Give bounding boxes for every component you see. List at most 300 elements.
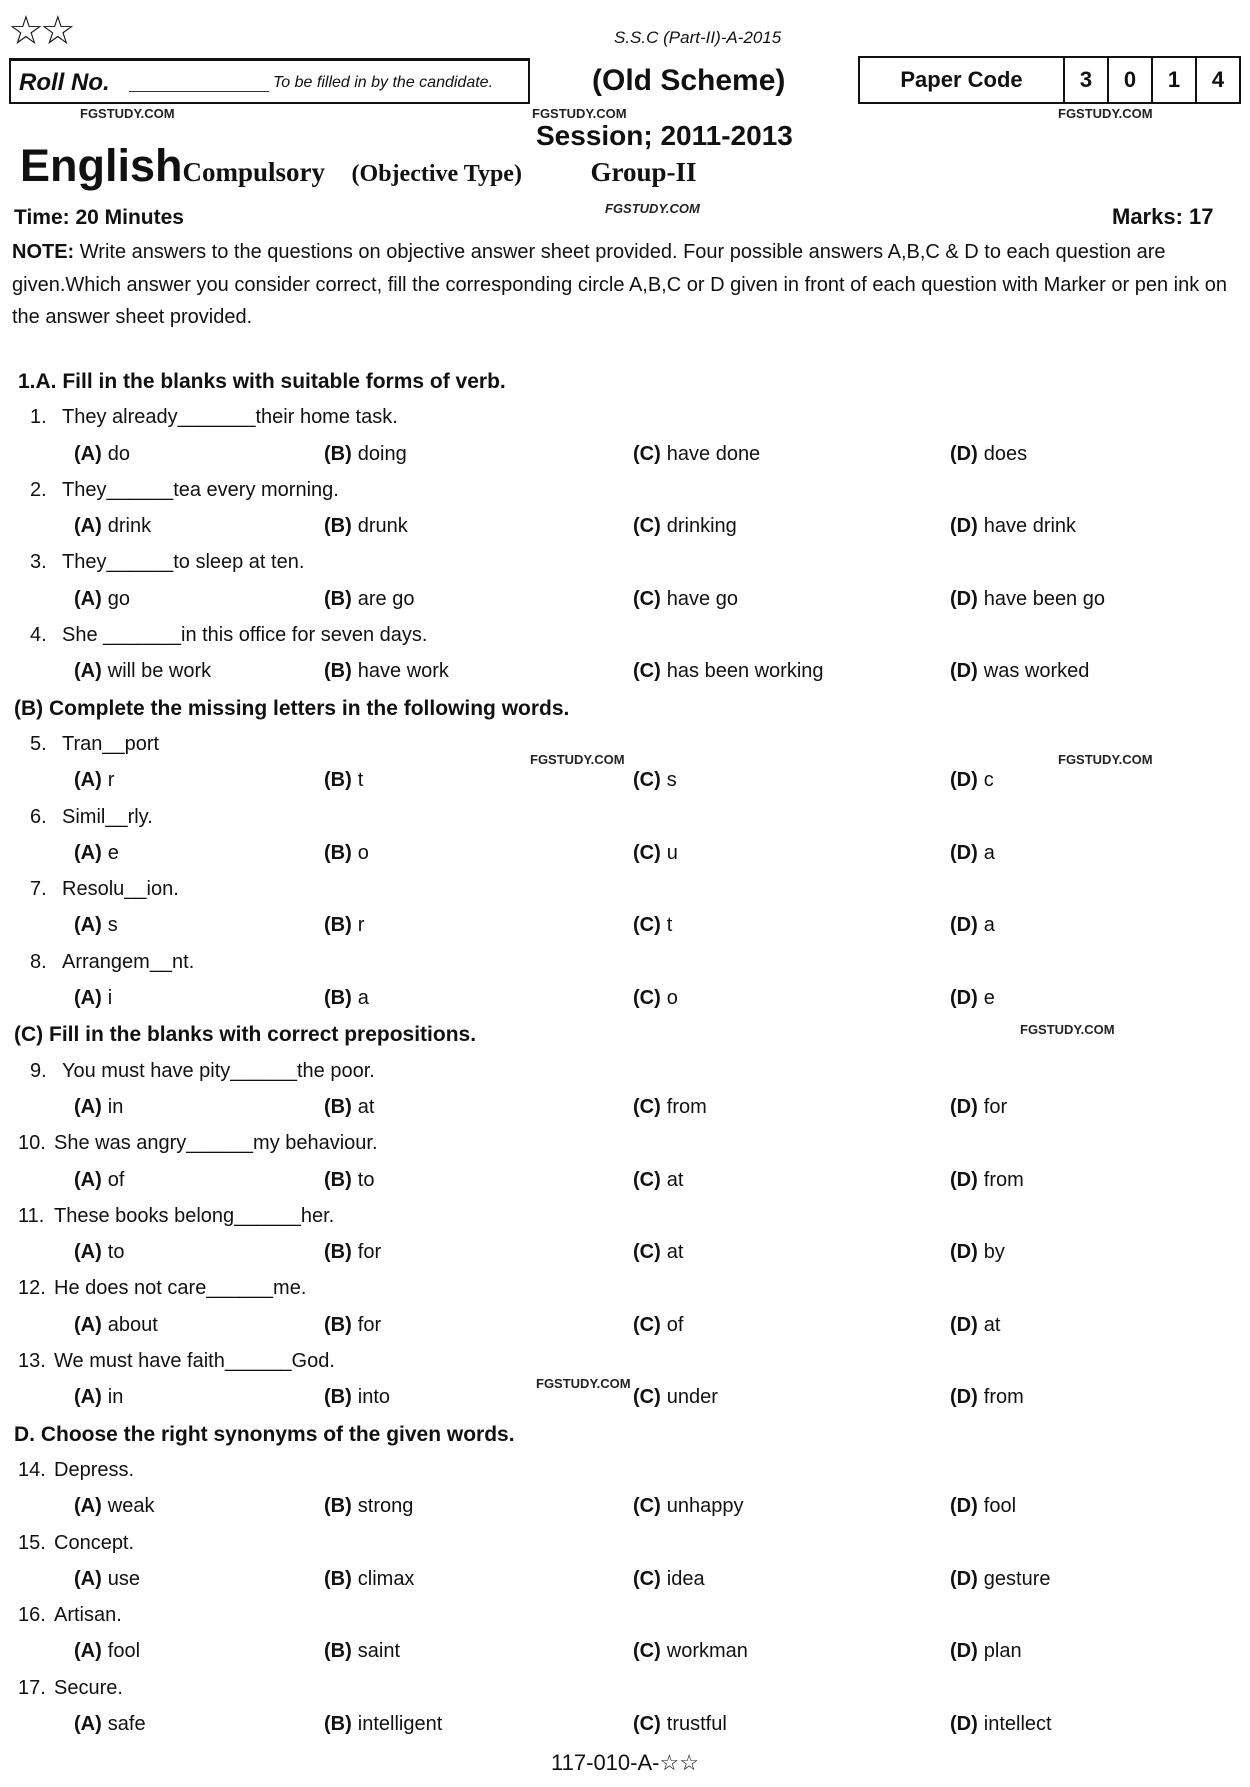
option-text: t bbox=[666, 914, 673, 937]
question-row bbox=[0, 1054, 1250, 1090]
question-number: 11. bbox=[18, 1204, 45, 1227]
option-text: have been go bbox=[983, 587, 1105, 610]
option-c[interactable] bbox=[633, 769, 677, 792]
option-text: saint bbox=[357, 1640, 401, 1663]
option-text: in bbox=[107, 1095, 124, 1118]
option-letter: (A) bbox=[74, 1313, 102, 1336]
option-a[interactable] bbox=[74, 1169, 124, 1192]
option-letter: (A) bbox=[74, 442, 102, 465]
session: Session; 2011-2013 bbox=[536, 120, 793, 151]
watermark: FGSTUDY.COM bbox=[80, 106, 175, 121]
option-b[interactable] bbox=[324, 1495, 413, 1518]
option-text: o bbox=[666, 987, 678, 1010]
option-text: from bbox=[983, 1168, 1024, 1191]
option-b[interactable] bbox=[324, 842, 369, 865]
option-a[interactable] bbox=[74, 515, 151, 538]
question-row bbox=[0, 1671, 1250, 1707]
paper-code-digit: 3 bbox=[1065, 58, 1109, 102]
question-row bbox=[0, 400, 1250, 436]
question-number: 16. bbox=[18, 1604, 46, 1627]
option-a[interactable] bbox=[74, 1314, 158, 1337]
watermark: FGSTUDY.COM bbox=[532, 106, 627, 121]
note-label: NOTE: bbox=[12, 241, 75, 263]
option-text: climax bbox=[357, 1567, 415, 1590]
option-c[interactable] bbox=[633, 1169, 683, 1192]
option-b[interactable] bbox=[324, 660, 449, 683]
paper-code-box bbox=[858, 56, 1241, 104]
option-letter: (B) bbox=[324, 841, 352, 864]
option-letter: (A) bbox=[74, 1386, 102, 1409]
option-letter: (C) bbox=[633, 769, 661, 792]
option-text: r bbox=[107, 769, 115, 792]
option-b[interactable] bbox=[324, 1241, 381, 1264]
option-d[interactable] bbox=[950, 987, 995, 1010]
option-letter: (A) bbox=[74, 914, 102, 937]
option-d[interactable] bbox=[950, 1241, 1005, 1264]
question-number: 10. bbox=[18, 1132, 46, 1155]
question-text: Depress. bbox=[54, 1458, 135, 1481]
question-text: Concept. bbox=[54, 1531, 135, 1554]
option-text: at bbox=[666, 1168, 684, 1191]
roll-number-field[interactable] bbox=[129, 91, 269, 92]
option-text: fool bbox=[107, 1640, 141, 1663]
option-letter: (D) bbox=[950, 1241, 978, 1264]
option-b[interactable] bbox=[324, 769, 363, 792]
option-c[interactable] bbox=[633, 588, 738, 611]
option-letter: (D) bbox=[950, 442, 978, 465]
option-d[interactable] bbox=[950, 588, 1105, 611]
roll-label: Roll No. bbox=[19, 69, 110, 96]
option-text: weak bbox=[107, 1495, 155, 1518]
option-text: to bbox=[107, 1241, 125, 1264]
question-number: 17. bbox=[18, 1676, 46, 1699]
option-letter: (D) bbox=[950, 1168, 978, 1191]
option-text: have done bbox=[666, 442, 761, 465]
option-letter: (C) bbox=[633, 515, 661, 538]
option-letter: (D) bbox=[950, 1567, 978, 1590]
option-letter: (A) bbox=[74, 1712, 102, 1735]
options-row bbox=[0, 836, 1250, 872]
watermark: FGSTUDY.COM bbox=[530, 752, 625, 767]
question-row bbox=[0, 1199, 1250, 1235]
option-text: of bbox=[666, 1313, 684, 1336]
exam-title: S.S.C (Part-II)-A-2015 bbox=[614, 28, 782, 47]
option-c[interactable] bbox=[633, 443, 760, 466]
question-number: 6. bbox=[30, 805, 47, 828]
question-row bbox=[0, 1598, 1250, 1634]
question-text: They______tea every morning. bbox=[62, 478, 339, 501]
option-b[interactable] bbox=[324, 1640, 400, 1663]
option-text: do bbox=[107, 442, 131, 465]
question-number: 1. bbox=[30, 406, 47, 429]
option-letter: (A) bbox=[74, 515, 102, 538]
option-text: drinking bbox=[666, 515, 737, 538]
option-d[interactable] bbox=[950, 769, 994, 792]
option-text: a bbox=[983, 914, 995, 937]
option-text: unhappy bbox=[666, 1495, 744, 1518]
option-letter: (D) bbox=[950, 914, 978, 937]
paper-code-digit: 0 bbox=[1109, 58, 1153, 102]
option-letter: (A) bbox=[74, 1241, 102, 1264]
option-letter: (B) bbox=[324, 1095, 352, 1118]
option-letter: (D) bbox=[950, 841, 978, 864]
option-b[interactable] bbox=[324, 1386, 390, 1409]
option-a[interactable] bbox=[74, 1386, 123, 1409]
option-letter: (C) bbox=[633, 1640, 661, 1663]
question-number: 14. bbox=[18, 1458, 46, 1481]
options-row bbox=[0, 1707, 1250, 1743]
option-text: have work bbox=[357, 660, 449, 683]
section-heading: 1.A. Fill in the blanks with suitable forms of verb. bbox=[18, 370, 506, 393]
option-b[interactable] bbox=[324, 914, 364, 937]
question-number: 3. bbox=[30, 551, 47, 574]
option-a[interactable] bbox=[74, 769, 114, 792]
option-text: was worked bbox=[983, 660, 1090, 683]
watermark: FGSTUDY.COM bbox=[1020, 1022, 1115, 1037]
option-letter: (C) bbox=[633, 442, 661, 465]
option-letter: (A) bbox=[74, 1640, 102, 1663]
option-letter: (D) bbox=[950, 1495, 978, 1518]
option-text: use bbox=[107, 1567, 141, 1590]
option-text: r bbox=[357, 914, 365, 937]
option-d[interactable] bbox=[950, 1568, 1050, 1591]
subject-name: English bbox=[20, 140, 183, 191]
option-c[interactable] bbox=[633, 1568, 705, 1591]
option-letter: (D) bbox=[950, 1712, 978, 1735]
option-text: of bbox=[107, 1168, 125, 1191]
question-number: 5. bbox=[30, 732, 47, 755]
option-a[interactable] bbox=[74, 588, 130, 611]
question-row bbox=[0, 473, 1250, 509]
option-a[interactable] bbox=[74, 1241, 124, 1264]
option-letter: (A) bbox=[74, 587, 102, 610]
option-text: strong bbox=[357, 1495, 414, 1518]
option-letter: (D) bbox=[950, 1313, 978, 1336]
section-heading: (B) Complete the missing letters in the following words. bbox=[14, 696, 570, 720]
paper-footer-code: 117-010-A-☆☆ bbox=[551, 1750, 699, 1775]
option-letter: (C) bbox=[633, 1712, 661, 1735]
subject-title bbox=[20, 140, 697, 192]
options-row bbox=[0, 1634, 1250, 1670]
options-row bbox=[0, 1235, 1250, 1271]
option-letter: (B) bbox=[324, 1640, 352, 1663]
question-text: She was angry______my behaviour. bbox=[54, 1132, 378, 1155]
option-text: for bbox=[357, 1313, 382, 1336]
option-d[interactable] bbox=[950, 1314, 1000, 1337]
option-a[interactable] bbox=[74, 1568, 140, 1591]
option-letter: (C) bbox=[633, 1241, 661, 1264]
question-text: Arrangem__nt. bbox=[62, 950, 195, 973]
options-row bbox=[0, 1562, 1250, 1598]
option-c[interactable] bbox=[633, 1096, 707, 1119]
question-number: 12. bbox=[18, 1277, 46, 1300]
question-text: They______to sleep at ten. bbox=[62, 551, 305, 574]
watermark: FGSTUDY.COM bbox=[1058, 752, 1153, 767]
options-row bbox=[0, 763, 1250, 799]
option-d[interactable] bbox=[950, 1169, 1024, 1192]
option-letter: (C) bbox=[633, 1386, 661, 1409]
paper-code-label: Paper Code bbox=[860, 58, 1065, 102]
option-letter: (B) bbox=[324, 1313, 352, 1336]
option-text: have drink bbox=[983, 515, 1077, 538]
option-letter: (B) bbox=[324, 769, 352, 792]
question-text: They already_______their home task. bbox=[62, 406, 398, 429]
watermark: FGSTUDY.COM bbox=[536, 1376, 631, 1391]
section-heading: (C) Fill in the blanks with correct prepositions. bbox=[14, 1023, 477, 1047]
question-row bbox=[0, 800, 1250, 836]
option-b[interactable] bbox=[324, 1314, 381, 1337]
option-c[interactable] bbox=[633, 515, 737, 538]
option-text: a bbox=[357, 987, 369, 1010]
question-text: Simil__rly. bbox=[62, 805, 153, 828]
options-row bbox=[0, 1163, 1250, 1199]
option-b[interactable] bbox=[324, 443, 407, 466]
question-row bbox=[0, 1453, 1250, 1489]
section-heading-row bbox=[0, 1417, 1250, 1453]
option-text: at bbox=[983, 1313, 1001, 1336]
option-text: s bbox=[107, 914, 118, 937]
option-c[interactable] bbox=[633, 987, 678, 1010]
option-letter: (A) bbox=[74, 769, 102, 792]
option-letter: (B) bbox=[324, 1495, 352, 1518]
options-row bbox=[0, 654, 1250, 690]
option-b[interactable] bbox=[324, 588, 414, 611]
option-b[interactable] bbox=[324, 1096, 374, 1119]
option-d[interactable] bbox=[950, 1713, 1052, 1736]
option-c[interactable] bbox=[633, 1495, 744, 1518]
options-row bbox=[0, 1308, 1250, 1344]
question-row bbox=[0, 945, 1250, 981]
option-text: c bbox=[983, 769, 994, 792]
option-letter: (B) bbox=[324, 1241, 352, 1264]
option-text: has been working bbox=[666, 660, 824, 683]
paper-type: (Objective Type) bbox=[351, 161, 522, 187]
option-a[interactable] bbox=[74, 914, 118, 937]
option-letter: (D) bbox=[950, 660, 978, 683]
option-letter: (A) bbox=[74, 987, 102, 1010]
option-text: have go bbox=[666, 587, 738, 610]
option-d[interactable] bbox=[950, 1386, 1024, 1409]
option-text: go bbox=[107, 587, 131, 610]
options-row bbox=[0, 509, 1250, 545]
questions-list bbox=[0, 364, 1250, 1743]
option-d[interactable] bbox=[950, 515, 1076, 538]
option-d[interactable] bbox=[950, 660, 1089, 683]
question-number: 13. bbox=[18, 1350, 46, 1373]
option-letter: (D) bbox=[950, 587, 978, 610]
option-b[interactable] bbox=[324, 1568, 414, 1591]
option-letter: (D) bbox=[950, 769, 978, 792]
option-a[interactable] bbox=[74, 660, 211, 683]
option-letter: (A) bbox=[74, 841, 102, 864]
stars-mark: ☆☆ bbox=[8, 8, 72, 54]
subject-suffix: Compulsory bbox=[182, 157, 326, 187]
option-text: i bbox=[107, 987, 113, 1010]
option-b[interactable] bbox=[324, 515, 408, 538]
option-letter: (B) bbox=[324, 987, 352, 1010]
option-a[interactable] bbox=[74, 1713, 146, 1736]
option-letter: (B) bbox=[324, 442, 352, 465]
option-d[interactable] bbox=[950, 443, 1027, 466]
question-text: Secure. bbox=[54, 1676, 123, 1699]
option-letter: (C) bbox=[633, 587, 661, 610]
question-row bbox=[0, 545, 1250, 581]
option-d[interactable] bbox=[950, 914, 995, 937]
option-letter: (D) bbox=[950, 1640, 978, 1663]
option-letter: (C) bbox=[633, 1168, 661, 1191]
watermark: FGSTUDY.COM bbox=[1058, 106, 1153, 121]
option-letter: (D) bbox=[950, 1095, 978, 1118]
option-letter: (C) bbox=[633, 1095, 661, 1118]
option-d[interactable] bbox=[950, 1096, 1007, 1119]
option-text: trustful bbox=[666, 1712, 727, 1735]
option-text: does bbox=[983, 442, 1028, 465]
options-row bbox=[0, 1090, 1250, 1126]
option-letter: (B) bbox=[324, 1386, 352, 1409]
question-text: You must have pity______the poor. bbox=[62, 1059, 375, 1082]
question-text: Artisan. bbox=[54, 1604, 122, 1627]
option-letter: (B) bbox=[324, 587, 352, 610]
option-text: e bbox=[983, 987, 995, 1010]
option-text: under bbox=[666, 1386, 718, 1409]
question-text: Tran__port bbox=[62, 732, 160, 755]
option-text: t bbox=[357, 769, 364, 792]
option-text: workman bbox=[666, 1640, 748, 1663]
option-c[interactable] bbox=[633, 660, 824, 683]
option-text: fool bbox=[983, 1495, 1017, 1518]
option-letter: (B) bbox=[324, 914, 352, 937]
option-a[interactable] bbox=[74, 987, 112, 1010]
option-text: from bbox=[666, 1095, 707, 1118]
option-letter: (B) bbox=[324, 1567, 352, 1590]
option-c[interactable] bbox=[633, 1640, 748, 1663]
question-number: 8. bbox=[30, 950, 47, 973]
time-allowed: Time: 20 Minutes bbox=[14, 206, 184, 229]
question-text: She _______in this office for seven days. bbox=[62, 624, 428, 647]
question-number: 15. bbox=[18, 1531, 46, 1554]
option-text: doing bbox=[357, 442, 407, 465]
option-letter: (D) bbox=[950, 515, 978, 538]
option-letter: (B) bbox=[324, 1168, 352, 1191]
option-a[interactable] bbox=[74, 1640, 140, 1663]
section-heading: D. Choose the right synonyms of the given words. bbox=[14, 1422, 515, 1446]
option-letter: (A) bbox=[74, 1567, 102, 1590]
question-row bbox=[0, 872, 1250, 908]
option-letter: (B) bbox=[324, 515, 352, 538]
option-text: will be work bbox=[107, 660, 212, 683]
option-text: to bbox=[357, 1168, 375, 1191]
option-text: for bbox=[983, 1095, 1008, 1118]
option-text: into bbox=[357, 1386, 391, 1409]
options-row bbox=[0, 1489, 1250, 1525]
option-c[interactable] bbox=[633, 842, 678, 865]
group: Group-II bbox=[590, 157, 697, 187]
option-text: drunk bbox=[357, 515, 408, 538]
option-d[interactable] bbox=[950, 842, 995, 865]
option-letter: (A) bbox=[74, 1495, 102, 1518]
option-text: idea bbox=[666, 1567, 705, 1590]
option-c[interactable] bbox=[633, 1314, 683, 1337]
options-row bbox=[0, 582, 1250, 618]
question-row bbox=[0, 618, 1250, 654]
option-letter: (C) bbox=[633, 914, 661, 937]
question-row bbox=[0, 1126, 1250, 1162]
option-letter: (C) bbox=[633, 841, 661, 864]
question-number: 4. bbox=[30, 624, 47, 647]
option-c[interactable] bbox=[633, 1241, 683, 1264]
option-d[interactable] bbox=[950, 1495, 1016, 1518]
option-letter: (C) bbox=[633, 1313, 661, 1336]
option-text: u bbox=[666, 841, 678, 864]
option-letter: (B) bbox=[324, 1712, 352, 1735]
scheme-label: (Old Scheme) bbox=[592, 64, 786, 97]
option-a[interactable] bbox=[74, 842, 119, 865]
option-text: plan bbox=[983, 1640, 1022, 1663]
options-row bbox=[0, 908, 1250, 944]
total-marks: Marks: 17 bbox=[1112, 204, 1214, 229]
option-text: gesture bbox=[983, 1567, 1051, 1590]
question-text: He does not care______me. bbox=[54, 1277, 307, 1300]
question-row bbox=[0, 1526, 1250, 1562]
note-text: Write answers to the questions on objective answer sheet provided. Four possible answers A,B,C & D to each question are given.Which answer you consider correct, fill the corresponding circle A,B,C or D given in front of each question with Marker or pen ink on the answer sheet provided. bbox=[12, 241, 1228, 328]
option-b[interactable] bbox=[324, 987, 369, 1010]
question-text: These books belong______her. bbox=[54, 1204, 335, 1227]
option-text: intelligent bbox=[357, 1712, 443, 1735]
option-a[interactable] bbox=[74, 443, 130, 466]
question-number: 2. bbox=[30, 478, 47, 501]
question-row bbox=[0, 1344, 1250, 1380]
section-heading-row bbox=[0, 364, 1250, 400]
roll-note: To be filled in by the candidate. bbox=[273, 74, 494, 91]
option-text: a bbox=[983, 841, 995, 864]
option-b[interactable] bbox=[324, 1713, 442, 1736]
option-c[interactable] bbox=[633, 1386, 718, 1409]
option-letter: (A) bbox=[74, 660, 102, 683]
option-c[interactable] bbox=[633, 1713, 727, 1736]
option-letter: (A) bbox=[74, 1095, 102, 1118]
option-text: in bbox=[107, 1386, 124, 1409]
option-letter: (B) bbox=[324, 660, 352, 683]
option-letter: (D) bbox=[950, 987, 978, 1010]
option-letter: (C) bbox=[633, 1567, 661, 1590]
question-text: Resolu__ion. bbox=[62, 878, 179, 901]
option-text: drink bbox=[107, 515, 152, 538]
option-b[interactable] bbox=[324, 1169, 374, 1192]
option-a[interactable] bbox=[74, 1495, 154, 1518]
roll-number-box bbox=[9, 58, 530, 104]
question-row bbox=[0, 1271, 1250, 1307]
option-text: about bbox=[107, 1313, 158, 1336]
option-text: at bbox=[666, 1241, 684, 1264]
option-letter: (A) bbox=[74, 1168, 102, 1191]
option-text: o bbox=[357, 841, 369, 864]
paper-code-digit: 1 bbox=[1153, 58, 1197, 102]
option-text: s bbox=[666, 769, 677, 792]
option-c[interactable] bbox=[633, 914, 672, 937]
option-text: safe bbox=[107, 1712, 146, 1735]
question-text: We must have faith______God. bbox=[54, 1350, 335, 1373]
option-a[interactable] bbox=[74, 1096, 123, 1119]
options-row bbox=[0, 437, 1250, 473]
option-d[interactable] bbox=[950, 1640, 1022, 1663]
option-text: by bbox=[983, 1241, 1005, 1264]
option-text: are go bbox=[357, 587, 415, 610]
options-row bbox=[0, 981, 1250, 1017]
section-heading-row bbox=[0, 691, 1250, 727]
paper-code-digit: 4 bbox=[1211, 67, 1225, 92]
option-text: intellect bbox=[983, 1712, 1052, 1735]
option-text: for bbox=[357, 1241, 382, 1264]
